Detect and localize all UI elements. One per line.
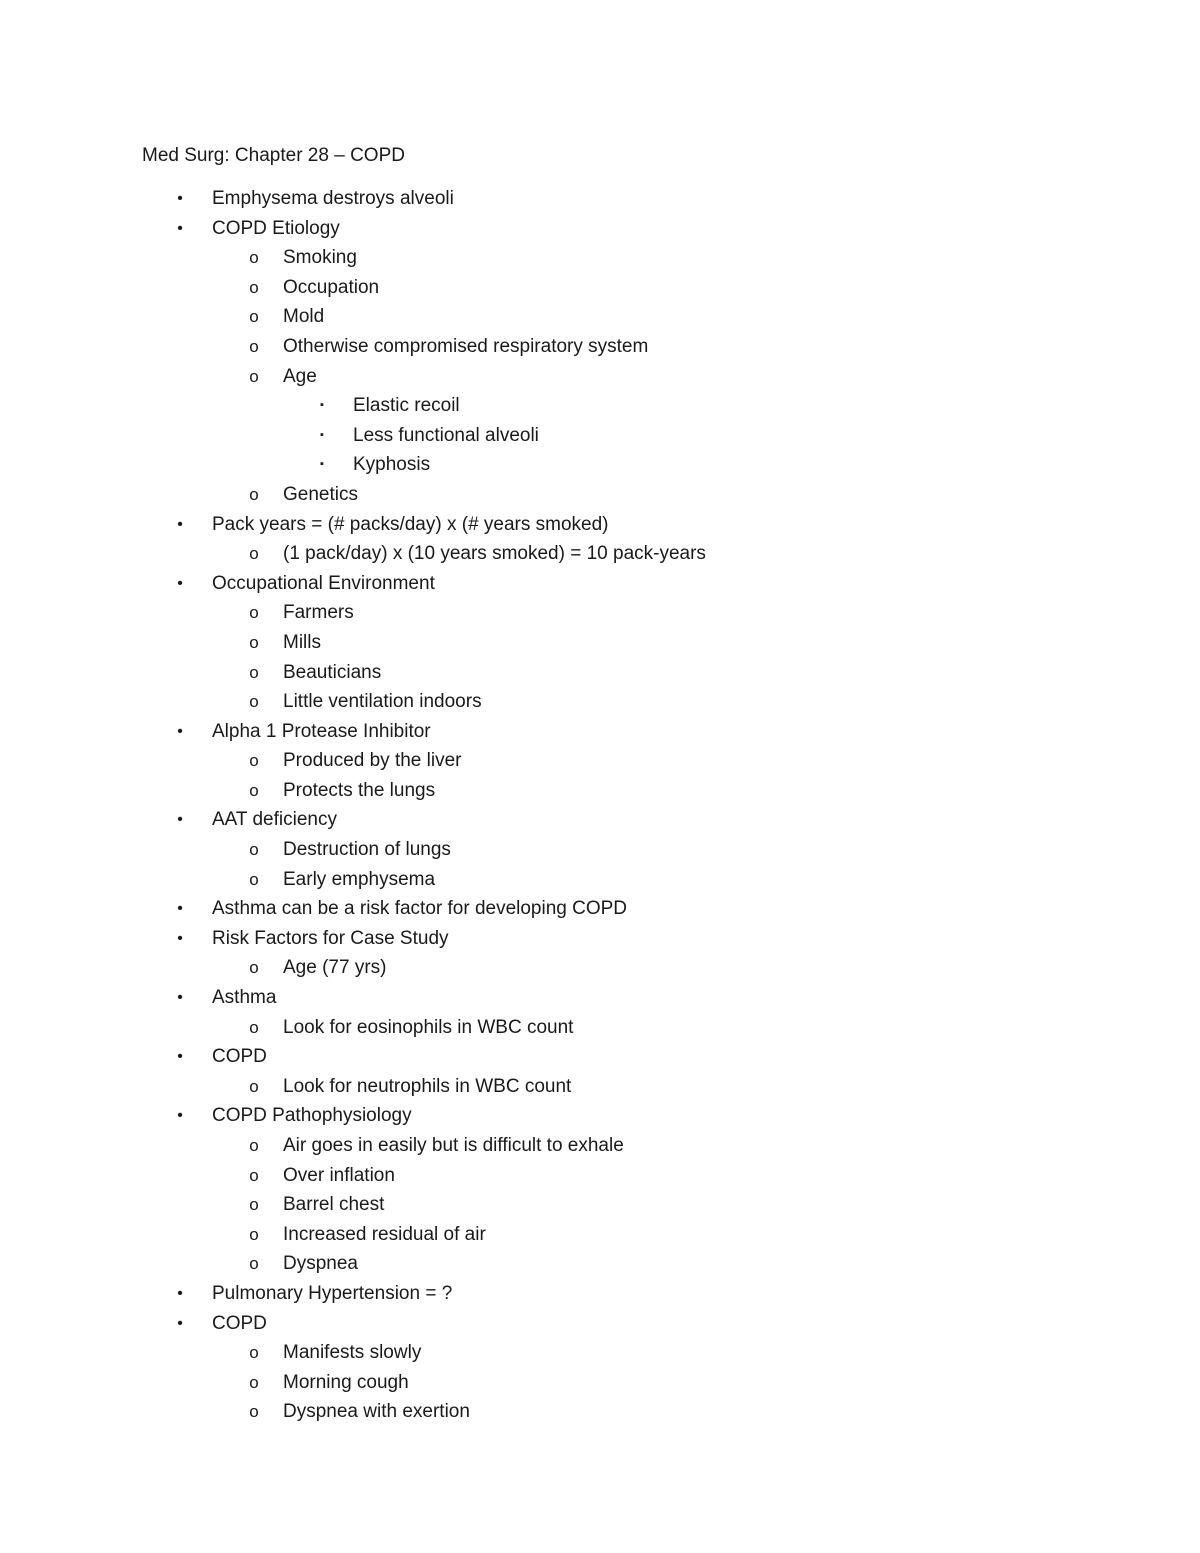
list-item-text: Farmers [283,602,354,624]
circle-bullet-marker: o [249,277,259,297]
circle-bullet-marker: o [249,780,259,800]
circle-bullet-marker: o [249,1372,259,1392]
list-item-text: Pack years = (# packs/day) x (# years smoked) [212,513,609,535]
list-item-level-3 [0,421,1200,451]
bullet-marker: • [177,900,183,918]
circle-bullet-marker: o [249,603,259,623]
circle-bullet-marker: o [249,544,259,564]
list-item-text: Occupation [283,276,380,298]
list-item-level-1 [0,1309,1200,1339]
circle-bullet-marker: o [249,1076,259,1096]
list-item-text: Look for eosinophils in WBC count [283,1016,574,1038]
list-item-level-2 [0,332,1200,362]
list-item-text: Age (77 yrs) [283,957,387,979]
list-item-text: Pulmonary Hypertension = ? [212,1282,453,1304]
list-item-level-1 [0,214,1200,244]
list-item-text: Asthma can be a risk factor for developing COPD [212,898,628,920]
bullet-marker: • [177,219,183,237]
circle-bullet-marker: o [249,1017,259,1037]
circle-bullet-marker: o [249,366,259,386]
list-item-text: Age [283,365,317,387]
list-item-text: Beauticians [283,661,382,683]
list-item-level-2 [0,1190,1200,1220]
circle-bullet-marker: o [249,869,259,889]
list-item-level-1 [0,983,1200,1013]
bullet-marker: • [177,811,183,829]
list-item-text: Otherwise compromised respiratory system [283,335,649,357]
list-item-level-2 [0,302,1200,332]
list-item-level-1 [0,510,1200,540]
bullet-marker: • [177,989,183,1007]
circle-bullet-marker: o [249,336,259,356]
list-item-text: Smoking [283,247,357,269]
bullet-marker: • [177,1048,183,1066]
list-item-level-3 [0,450,1200,480]
list-item-level-2 [0,1220,1200,1250]
list-item-text: (1 pack/day) x (10 years smoked) = 10 pack-years [283,543,706,565]
list-item-level-2 [0,746,1200,776]
circle-bullet-marker: o [249,751,259,771]
list-item-level-2 [0,687,1200,717]
circle-bullet-marker: o [249,307,259,327]
list-item-level-1 [0,717,1200,747]
list-item-level-2 [0,1338,1200,1368]
circle-bullet-marker: o [249,632,259,652]
list-item-level-2 [0,362,1200,392]
list-item-text: Early emphysema [283,868,436,890]
list-item-level-2 [0,1161,1200,1191]
list-item-text: COPD [212,1312,267,1334]
list-item-level-2 [0,953,1200,983]
list-item-text: Risk Factors for Case Study [212,927,449,949]
circle-bullet-marker: o [249,1136,259,1155]
list-item-level-1 [0,1042,1200,1072]
list-item-level-2 [0,598,1200,628]
list-item-text: Elastic recoil [353,395,460,417]
list-item-level-2 [0,1072,1200,1102]
square-bullet-marker: ▪ [320,399,324,412]
list-item-level-3 [0,391,1200,421]
list-item-text: Occupational Environment [212,572,435,594]
list-item-text: Air goes in easily but is difficult to exhale [283,1135,624,1156]
list-item-text: Morning cough [283,1371,409,1393]
list-item-level-2 [0,1397,1200,1427]
list-item-level-1 [0,569,1200,599]
bullet-marker: • [177,574,183,592]
bullet-marker: • [177,1284,183,1302]
list-item-text: Mills [283,631,321,653]
circle-bullet-marker: o [249,248,259,268]
list-item-level-2 [0,243,1200,273]
list-item-text: Dyspnea with exertion [283,1401,470,1423]
list-item-level-1 [0,924,1200,954]
list-item-text: Barrel chest [283,1194,385,1216]
list-item-text: COPD Pathophysiology [212,1105,412,1127]
list-item-text: COPD [212,1046,267,1068]
circle-bullet-marker: o [249,1343,259,1363]
list-item-level-2 [0,658,1200,688]
list-item-level-2 [0,1013,1200,1043]
list-item-text: Kyphosis [353,454,431,476]
list-item-text: Manifests slowly [283,1342,422,1364]
list-item-text: Increased residual of air [283,1223,486,1245]
list-item-level-2 [0,835,1200,865]
list-item-level-1 [0,1101,1200,1131]
list-item-level-1 [0,894,1200,924]
list-item-text: Dyspnea [283,1253,358,1275]
list-item-text: Genetics [283,483,358,505]
list-item-text: Mold [283,306,325,328]
circle-bullet-marker: o [249,484,259,504]
list-item-text: Look for neutrophils in WBC count [283,1075,572,1097]
list-item-text: Less functional alveoli [353,424,539,446]
circle-bullet-marker: o [249,1224,259,1244]
list-item-level-1 [0,805,1200,835]
list-item-text: Little ventilation indoors [283,691,482,713]
list-item-level-2 [0,1368,1200,1398]
circle-bullet-marker: o [249,1165,259,1185]
circle-bullet-marker: o [249,1402,259,1422]
list-item-text: Emphysema destroys alveoli [212,188,454,209]
bullet-marker: • [177,1107,183,1125]
bullet-marker: • [177,1314,183,1332]
list-item-text: Destruction of lungs [283,839,451,861]
list-item-text: Produced by the liver [283,750,462,772]
list-item-level-2 [0,865,1200,895]
list-item-level-1 [0,1279,1200,1309]
circle-bullet-marker: o [249,662,259,682]
square-bullet-marker: ▪ [320,428,324,441]
circle-bullet-marker: o [249,840,259,860]
list-item-text: Asthma [212,987,277,1009]
bullet-marker: • [177,929,183,947]
list-item-level-2 [0,480,1200,510]
circle-bullet-marker: o [249,1254,259,1274]
list-item-text: AAT deficiency [212,809,337,831]
square-bullet-marker: ▪ [320,458,324,471]
circle-bullet-marker: o [249,958,259,978]
list-item-text: Over inflation [283,1164,395,1186]
list-item-level-2 [0,539,1200,569]
bullet-marker: • [177,190,183,207]
list-item-level-2 [0,628,1200,658]
list-item-text: Protects the lungs [283,779,436,801]
bullet-marker: • [177,515,183,533]
page-title: Med Surg: Chapter 28 – COPD [142,145,405,166]
list-item-text: COPD Etiology [212,217,340,239]
bullet-outline [0,184,1200,1427]
list-item-level-1 [0,184,1200,214]
circle-bullet-marker: o [249,1195,259,1215]
list-item-level-2 [0,1131,1200,1161]
list-item-level-2 [0,1249,1200,1279]
bullet-marker: • [177,722,183,740]
list-item-text: Alpha 1 Protease Inhibitor [212,720,431,742]
list-item-level-2 [0,776,1200,806]
list-item-level-2 [0,273,1200,303]
circle-bullet-marker: o [249,692,259,712]
